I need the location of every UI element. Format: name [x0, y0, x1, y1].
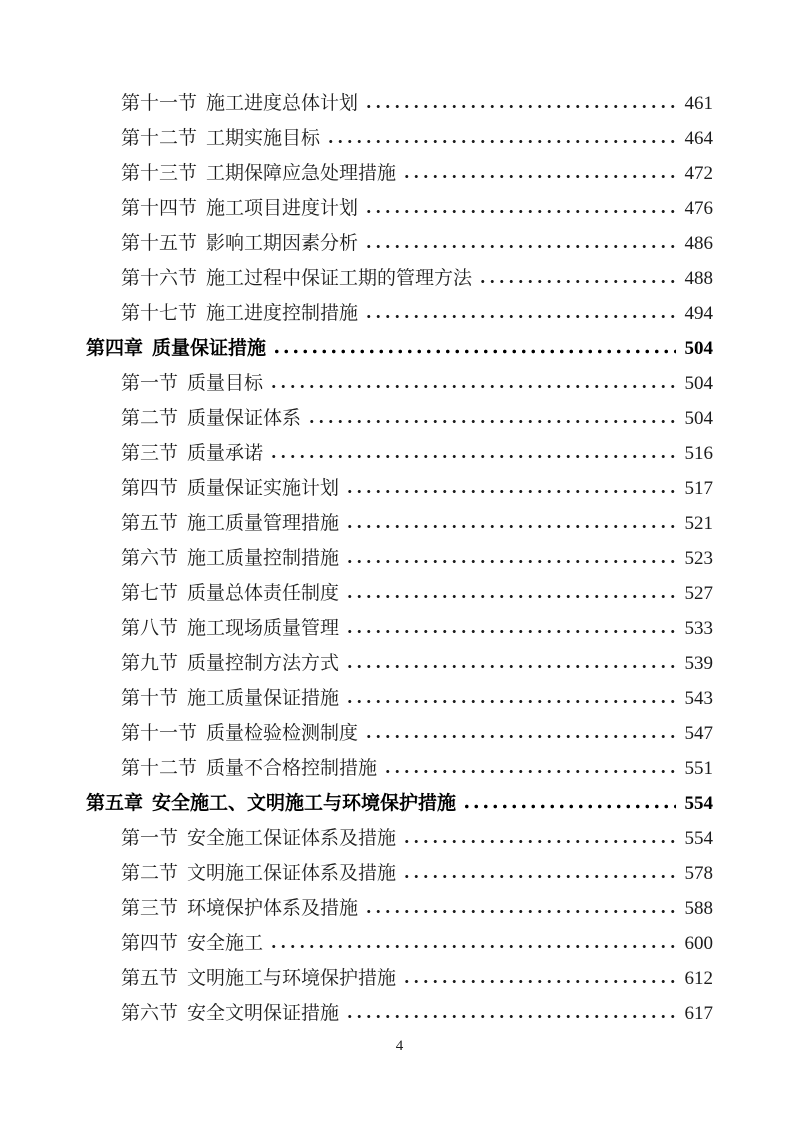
toc-entry-number: 第四章 [86, 338, 144, 359]
toc-entry-number: 第十三节 [121, 163, 198, 184]
dot-leader-icon [364, 901, 676, 914]
table-of-contents [86, 86, 713, 1031]
dot-leader-icon [345, 516, 676, 529]
toc-entry-title: 安全施工 [187, 933, 264, 954]
dot-leader-icon [345, 481, 676, 494]
toc-entry-section[interactable] [86, 401, 713, 436]
dot-leader-icon [402, 831, 676, 844]
toc-entry-title: 安全施工、文明施工与环境保护措施 [152, 793, 457, 814]
toc-entry-number: 第四节 [121, 478, 179, 499]
toc-entry-number: 第五节 [121, 968, 179, 989]
toc-entry-section[interactable] [86, 436, 713, 471]
toc-entry-section[interactable] [86, 296, 713, 331]
toc-entry-title: 施工质量管理措施 [187, 513, 340, 534]
dot-leader-icon [345, 621, 676, 634]
toc-entry-title: 施工进度总体计划 [206, 93, 359, 114]
toc-entry-section[interactable] [86, 226, 713, 261]
dot-leader-icon [364, 726, 676, 739]
toc-entry-title: 质量保证措施 [152, 338, 267, 359]
toc-entry-page: 488 [684, 268, 713, 289]
toc-entry-page: 554 [684, 793, 713, 814]
toc-entry-page: 612 [684, 968, 713, 989]
toc-entry-page: 486 [684, 233, 713, 254]
toc-entry-section[interactable] [86, 156, 713, 191]
toc-entry-number: 第十一节 [121, 723, 198, 744]
toc-entry-title: 工期实施目标 [206, 128, 321, 149]
toc-entry-number: 第十二节 [121, 758, 198, 779]
toc-entry-section[interactable] [86, 716, 713, 751]
toc-entry-number: 第七节 [121, 583, 179, 604]
toc-entry-section[interactable] [86, 261, 713, 296]
toc-entry-section[interactable] [86, 646, 713, 681]
toc-entry-number: 第八节 [121, 618, 179, 639]
dot-leader-icon [326, 131, 676, 144]
toc-entry-section[interactable] [86, 961, 713, 996]
toc-entry-number: 第六节 [121, 1003, 179, 1024]
toc-entry-title: 质量不合格控制措施 [206, 758, 378, 779]
dot-leader-icon [364, 236, 676, 249]
toc-entry-section[interactable] [86, 576, 713, 611]
toc-entry-page: 578 [684, 863, 713, 884]
dot-leader-icon [402, 866, 676, 879]
toc-entry-number: 第九节 [121, 653, 179, 674]
toc-entry-title: 质量保证实施计划 [187, 478, 340, 499]
dot-leader-icon [364, 201, 676, 214]
toc-entry-number: 第十二节 [121, 128, 198, 149]
toc-entry-page: 517 [684, 478, 713, 499]
toc-entry-number: 第三节 [121, 898, 179, 919]
toc-entry-page: 600 [684, 933, 713, 954]
dot-leader-icon [364, 96, 676, 109]
dot-leader-icon [345, 551, 676, 564]
toc-entry-page: 543 [684, 688, 713, 709]
toc-entry-page: 476 [684, 198, 713, 219]
dot-leader-icon [462, 796, 676, 809]
toc-entry-chapter[interactable] [86, 331, 713, 366]
toc-entry-page: 617 [684, 1003, 713, 1024]
page-number: 4 [395, 1038, 404, 1054]
toc-entry-page: 504 [684, 408, 713, 429]
toc-entry-number: 第一节 [121, 828, 179, 849]
toc-entry-page: 504 [684, 338, 713, 359]
toc-entry-title: 施工项目进度计划 [206, 198, 359, 219]
dot-leader-icon [345, 691, 676, 704]
toc-entry-number: 第一节 [121, 373, 179, 394]
toc-entry-number: 第十一节 [121, 93, 198, 114]
toc-entry-section[interactable] [86, 926, 713, 961]
toc-entry-page: 554 [684, 828, 713, 849]
toc-entry-page: 516 [684, 443, 713, 464]
toc-entry-title: 施工进度控制措施 [206, 303, 359, 324]
toc-entry-title: 质量目标 [187, 373, 264, 394]
toc-entry-title: 施工现场质量管理 [187, 618, 340, 639]
toc-entry-section[interactable] [86, 366, 713, 401]
page-footer [86, 1038, 713, 1055]
dot-leader-icon [269, 936, 676, 949]
toc-entry-chapter[interactable] [86, 786, 713, 821]
toc-entry-section[interactable] [86, 856, 713, 891]
toc-entry-title: 质量总体责任制度 [187, 583, 340, 604]
toc-entry-section[interactable] [86, 191, 713, 226]
dot-leader-icon [345, 586, 676, 599]
toc-entry-number: 第十七节 [121, 303, 198, 324]
toc-entry-number: 第十四节 [121, 198, 198, 219]
toc-entry-number: 第十五节 [121, 233, 198, 254]
toc-entry-page: 547 [684, 723, 713, 744]
toc-entry-page: 551 [684, 758, 713, 779]
toc-entry-section[interactable] [86, 121, 713, 156]
toc-entry-section[interactable] [86, 541, 713, 576]
toc-entry-page: 539 [684, 653, 713, 674]
toc-entry-number: 第十节 [121, 688, 179, 709]
toc-entry-title: 安全施工保证体系及措施 [187, 828, 397, 849]
toc-entry-number: 第四节 [121, 933, 179, 954]
toc-entry-title: 工期保障应急处理措施 [206, 163, 397, 184]
dot-leader-icon [402, 971, 676, 984]
dot-leader-icon [478, 271, 676, 284]
toc-entry-section[interactable] [86, 996, 713, 1031]
toc-entry-page: 504 [684, 373, 713, 394]
toc-entry-page: 494 [684, 303, 713, 324]
toc-entry-page: 521 [684, 513, 713, 534]
toc-entry-page: 461 [684, 93, 713, 114]
toc-entry-title: 质量保证体系 [187, 408, 302, 429]
toc-entry-number: 第五章 [86, 793, 144, 814]
toc-entry-section[interactable] [86, 751, 713, 786]
toc-entry-title: 文明施工保证体系及措施 [187, 863, 397, 884]
dot-leader-icon [272, 341, 676, 354]
toc-entry-page: 523 [684, 548, 713, 569]
dot-leader-icon [307, 411, 676, 424]
toc-entry-page: 533 [684, 618, 713, 639]
dot-leader-icon [269, 376, 676, 389]
toc-entry-title: 施工过程中保证工期的管理方法 [206, 268, 473, 289]
toc-entry-title: 质量控制方法方式 [187, 653, 340, 674]
toc-entry-title: 安全文明保证措施 [187, 1003, 340, 1024]
toc-entry-section[interactable] [86, 611, 713, 646]
toc-entry-number: 第五节 [121, 513, 179, 534]
toc-entry-section[interactable] [86, 681, 713, 716]
toc-entry-section[interactable] [86, 471, 713, 506]
dot-leader-icon [269, 446, 676, 459]
toc-entry-title: 文明施工与环境保护措施 [187, 968, 397, 989]
toc-entry-section[interactable] [86, 821, 713, 856]
toc-entry-section[interactable] [86, 891, 713, 926]
toc-entry-title: 质量承诺 [187, 443, 264, 464]
toc-entry-title: 施工质量保证措施 [187, 688, 340, 709]
dot-leader-icon [364, 306, 676, 319]
toc-entry-page: 472 [684, 163, 713, 184]
toc-entry-title: 环境保护体系及措施 [187, 898, 359, 919]
dot-leader-icon [345, 656, 676, 669]
toc-entry-section[interactable] [86, 506, 713, 541]
toc-entry-page: 588 [684, 898, 713, 919]
toc-entry-title: 影响工期因素分析 [206, 233, 359, 254]
toc-entry-number: 第六节 [121, 548, 179, 569]
toc-entry-title: 质量检验检测制度 [206, 723, 359, 744]
toc-entry-title: 施工质量控制措施 [187, 548, 340, 569]
dot-leader-icon [383, 761, 676, 774]
toc-entry-page: 527 [684, 583, 713, 604]
dot-leader-icon [345, 1006, 676, 1019]
toc-entry-number: 第二节 [121, 863, 179, 884]
dot-leader-icon [402, 166, 676, 179]
toc-entry-number: 第十六节 [121, 268, 198, 289]
toc-entry-page: 464 [684, 128, 713, 149]
toc-entry-number: 第二节 [121, 408, 179, 429]
toc-entry-section[interactable] [86, 86, 713, 121]
toc-entry-number: 第三节 [121, 443, 179, 464]
